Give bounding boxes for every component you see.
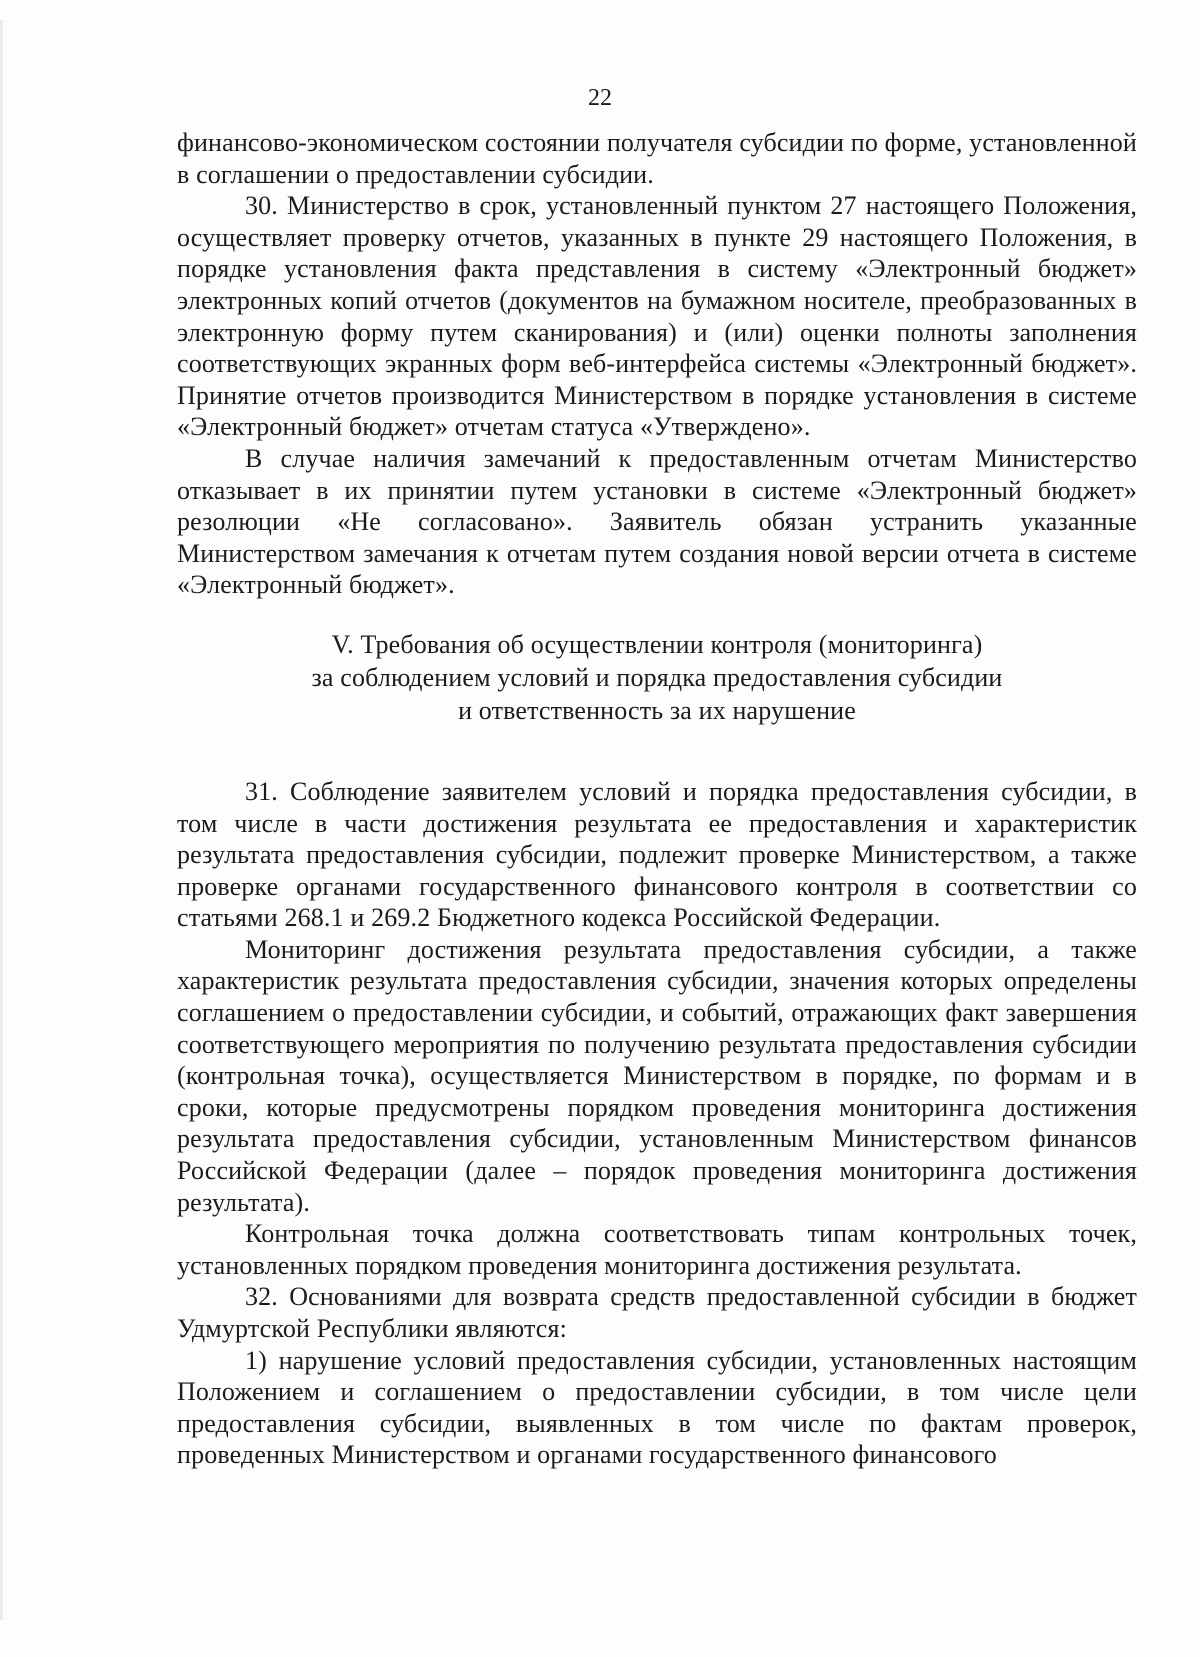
- section-heading-line-3: и ответственность за их нарушение: [458, 695, 856, 725]
- paragraph-30: 30. Министерство в срок, установленный пунктом 27 настоящего Положения, осуществляет проверку отчетов, указанных в пункте 29 настоящего Положения, в порядке установления факта представления в систему «Электронный бюджет» электронных копий отчетов (документов на бумажном носителе, преобразованных в электронную форму путем сканирования) и (или) оценки полноты заполнения соответствующих экранных форм веб-интерфейса системы «Электронный бюджет». Принятие отчетов производится Министерством в порядке установления в системе «Электронный бюджет» отчетам статуса «Утверждено».: [177, 191, 1137, 442]
- paragraph-continuation: финансово-экономическом состоянии получателя субсидии по форме, установленной в соглашении о предоставлении субсидии.: [177, 128, 1137, 189]
- paragraph-32-item-1: 1) нарушение условий предоставления субсидии, установленных настоящим Положением и соглашением о предоставлении субсидии, в том числе цели предоставления субсидии, выявленных в том числе по фактам проверок, проведенных Министерством и органами государственного финансового: [177, 1345, 1137, 1470]
- section-heading-line-2: за соблюдением условий и порядка предоставления субсидии: [311, 662, 1003, 692]
- section-heading: [177, 628, 1137, 727]
- paragraph-control-point: Контрольная точка должна соответствовать типам контрольных точек, установленных порядком проведения мониторинга достижения результата.: [177, 1219, 1137, 1280]
- section-heading-line-1: V. Требования об осуществлении контроля (мониторинга): [331, 629, 983, 659]
- document-body: [177, 127, 1137, 1471]
- paragraph-remarks: В случае наличия замечаний к предоставленным отчетам Министерство отказывает в их принятии путем установки в системе «Электронный бюджет» резолюции «Не согласовано». Заявитель обязан устранить указанные Министерством замечания к отчетам путем создания новой версии отчета в системе «Электронный бюджет».: [177, 443, 1137, 600]
- scan-artifact-left: [0, 20, 3, 1620]
- paragraph-31: 31. Соблюдение заявителем условий и порядка предоставления субсидии, в том числе в части достижения результата ее предоставления и характеристик результата предоставления субсидии, подлежит проверке Министерством, а также проверке органами государственного финансового контроля в соответствии со статьями 268.1 и 269.2 Бюджетного кодекса Российской Федерации.: [177, 776, 1137, 933]
- paragraph-32: 32. Основаниями для возврата средств предоставленной субсидии в бюджет Удмуртской Республики являются:: [177, 1282, 1137, 1343]
- paragraph-monitoring: Мониторинг достижения результата предоставления субсидии, а также характеристик результата предоставления субсидии, значения которых определены соглашением о предоставлении субсидии, и событий, отражающих факт завершения соответствующего мероприятия по получению результата предоставления субсидии (контрольная точка), осуществляется Министерством в порядке, по формам и в сроки, которые предусмотрены порядком проведения мониторинга достижения результата предоставления субсидии, установленным Министерством финансов Российской Федерации (далее – порядок проведения мониторинга достижения результата).: [177, 934, 1137, 1217]
- page-number: 22: [588, 85, 612, 111]
